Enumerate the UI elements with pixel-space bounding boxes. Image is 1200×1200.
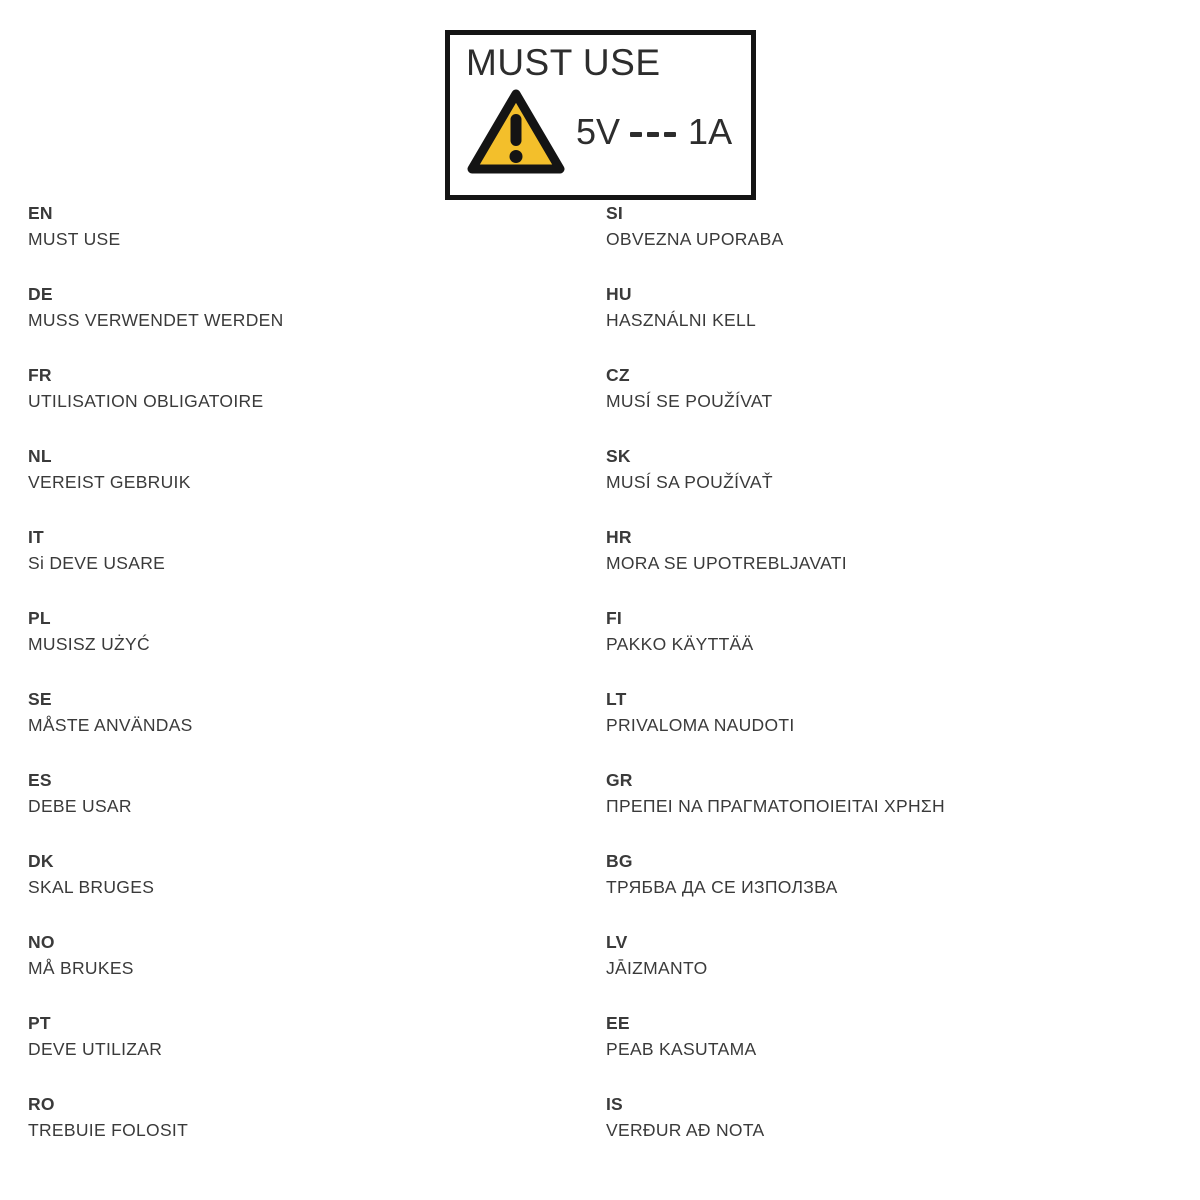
language-code: NO — [28, 932, 55, 952]
translation-text: VERÐUR AÐ NOTA — [606, 1120, 765, 1140]
language-code: NL — [28, 446, 52, 466]
language-entry — [606, 770, 1184, 816]
label-title: MUST USE — [466, 42, 661, 83]
translation-text: DEVE UTILIZAR — [28, 1039, 163, 1059]
language-code: LV — [606, 932, 628, 952]
translation-text: PRIVALOMA NAUDOTI — [606, 715, 795, 735]
translation-text: Si DEVE USARE — [28, 553, 166, 573]
language-code: GR — [606, 770, 633, 790]
language-code: IT — [28, 527, 44, 547]
language-code: SE — [28, 689, 52, 709]
dc-symbol-icon — [630, 127, 676, 137]
language-entry — [606, 284, 1184, 330]
language-code: SK — [606, 446, 631, 466]
language-entry — [28, 851, 606, 897]
language-code: BG — [606, 851, 633, 871]
translation-text: SKAL BRUGES — [28, 877, 155, 897]
language-code: PL — [28, 608, 51, 628]
translation-text: JĀIZMANTO — [606, 958, 708, 978]
must-use-label-box — [445, 30, 756, 200]
language-code: EE — [606, 1013, 630, 1033]
translation-text: MUSS VERWENDET WERDEN — [28, 310, 284, 330]
language-entry — [28, 932, 606, 978]
translation-text: MÅ BRUKES — [28, 958, 134, 978]
translation-text: MORA SE UPOTREBLJAVATI — [606, 553, 847, 573]
language-entry — [28, 1094, 606, 1140]
language-entry — [606, 851, 1184, 897]
language-entry — [606, 608, 1184, 654]
language-entry — [28, 446, 606, 492]
translation-text: ΠΡΕΠΕΙ ΝΑ ΠΡΑΓΜΑΤΟΠΟΙΕΙΤΑΙ ΧΡΗΣΗ — [606, 796, 945, 816]
language-entry — [28, 770, 606, 816]
language-code: FR — [28, 365, 52, 385]
language-entry — [606, 446, 1184, 492]
translation-text: HASZNÁLNI KELL — [606, 310, 757, 330]
language-entry — [606, 365, 1184, 411]
label-rating-row — [466, 88, 751, 176]
power-rating — [576, 111, 732, 153]
language-code: HR — [606, 527, 632, 547]
translation-text: VEREIST GEBRUIK — [28, 472, 191, 492]
language-entry — [606, 527, 1184, 573]
translation-text: MUSÍ SA POUŽÍVAŤ — [606, 472, 773, 492]
translation-text: MUST USE — [28, 229, 121, 249]
translation-text: PAKKO KÄYTTÄÄ — [606, 634, 754, 654]
translations — [28, 203, 1178, 1175]
translation-text: UTILISATION OBLIGATOIRE — [28, 391, 264, 411]
translation-text: PEAB KASUTAMA — [606, 1039, 757, 1059]
language-code: FI — [606, 608, 622, 628]
language-code: RO — [28, 1094, 55, 1114]
translation-text: MÅSTE ANVÄNDAS — [28, 715, 193, 735]
language-code: PT — [28, 1013, 51, 1033]
language-code: ES — [28, 770, 52, 790]
voltage-value: 5V — [576, 110, 621, 152]
language-entry — [28, 203, 606, 249]
current-value: 1A — [688, 110, 733, 152]
translation-text: MUSISZ UŻYĆ — [28, 634, 150, 654]
language-code: DE — [28, 284, 53, 304]
language-code: DK — [28, 851, 54, 871]
translation-text: OBVEZNA UPORABA — [606, 229, 784, 249]
language-entry — [606, 1013, 1184, 1059]
language-code: CZ — [606, 365, 630, 385]
translations-left-column — [28, 203, 606, 1175]
language-entry — [28, 365, 606, 411]
language-entry — [28, 527, 606, 573]
language-entry — [606, 689, 1184, 735]
language-entry — [606, 203, 1184, 249]
translation-text: DEBE USAR — [28, 796, 132, 816]
warning-triangle-icon — [466, 88, 566, 176]
language-code: IS — [606, 1094, 623, 1114]
language-entry — [28, 1013, 606, 1059]
language-code: EN — [28, 203, 53, 223]
language-code: HU — [606, 284, 632, 304]
language-entry — [606, 1094, 1184, 1140]
language-entry — [28, 284, 606, 330]
language-entry — [28, 689, 606, 735]
language-code: LT — [606, 689, 627, 709]
translation-text: TREBUIE FOLOSIT — [28, 1120, 189, 1140]
translation-text: ТРЯБВА ДА СЕ ИЗПОЛЗВА — [606, 877, 838, 897]
translations-right-column — [606, 203, 1184, 1175]
translation-text: MUSÍ SE POUŽÍVAT — [606, 391, 773, 411]
language-entry — [606, 932, 1184, 978]
language-entry — [28, 608, 606, 654]
language-code: SI — [606, 203, 623, 223]
